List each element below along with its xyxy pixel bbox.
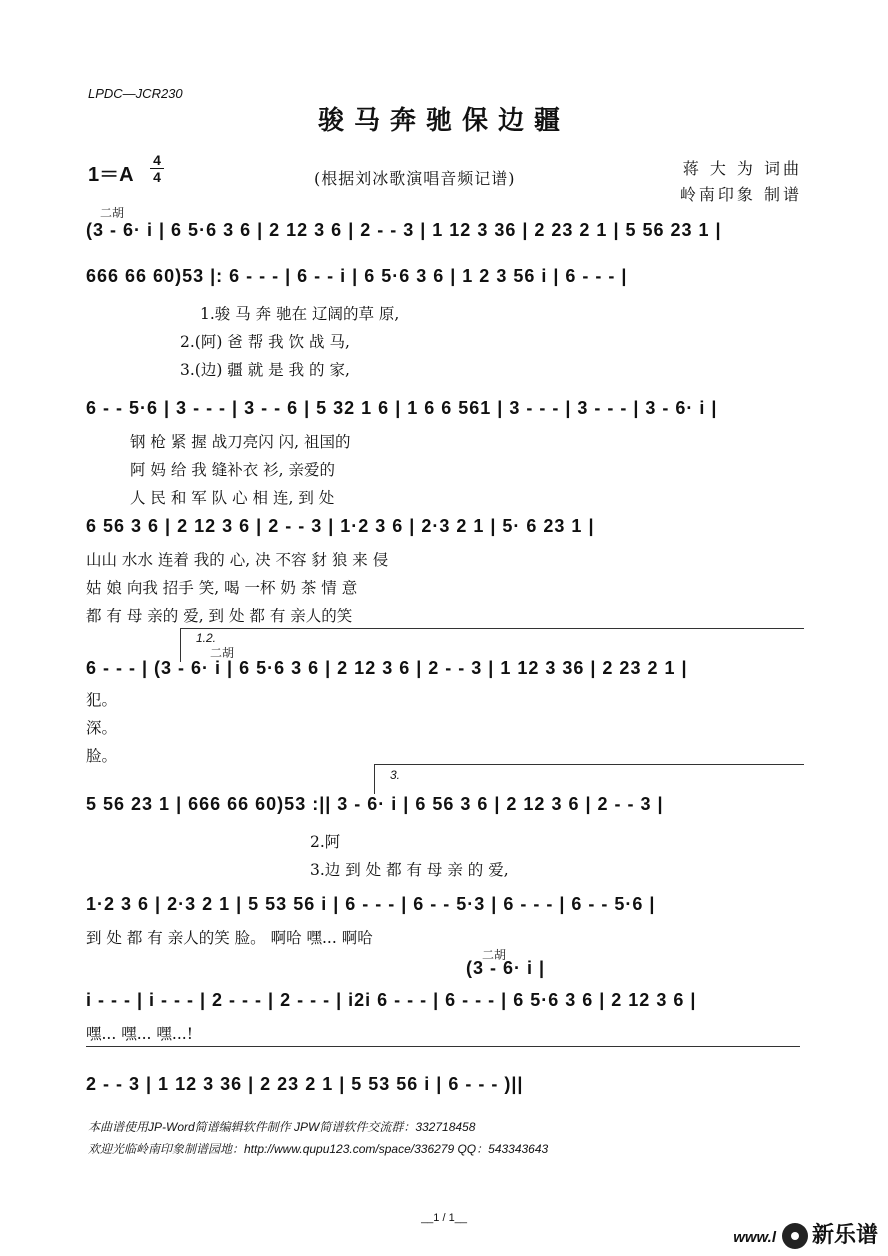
page-number: __1 / 1__ — [421, 1212, 467, 1224]
brand-watermark — [733, 1218, 878, 1249]
lyric-row6-verse2: 2.阿 — [310, 833, 341, 851]
score-row-8: i - - - | i - - - | 2 - - - | 2 - - - | i2i 6 - - - | 6 - - - | 6 5·6 3 6 | 2 12 3 6 | — [86, 990, 697, 1010]
brand-name: 新乐谱 — [811, 1222, 878, 1247]
erhu-label-row1: 二胡 — [100, 206, 125, 220]
score-row-3: 6 - - 5·6 | 3 - - - | 3 - - 6 | 5 32 1 6 | 1 6 6 561 | 3 - - - | 3 - - - | 3 - 6· i | — [86, 398, 718, 418]
score-row-1: (3 - 6· i | 6 5·6 3 6 | 2 12 3 6 | 2 - - 3 | 1 12 3 36 | 2 23 2 1 | 5 56 23 1 | — [86, 220, 722, 240]
score-code: LPDC—JCR230 — [88, 86, 183, 101]
volta-bracket-1-2 — [180, 628, 804, 629]
volta-label-1-2: 1.2. — [196, 631, 217, 645]
key-signature: 1＝A — [88, 164, 134, 186]
brand-url: www.l — [733, 1229, 776, 1246]
score-row-5: 6 - - - | (3 - 6· i | 6 5·6 3 6 | 2 12 3 6 | 2 - - 3 | 1 12 3 36 | 2 23 2 1 | — [86, 658, 688, 678]
score-row-6: 5 56 23 1 | 666 66 60)53 :|| 3 - 6· i | 6 56 3 6 | 2 12 3 6 | 2 - - 3 | — [86, 794, 664, 814]
record-disc-icon — [782, 1223, 808, 1249]
lyric-row4-verse3: 都 有 母 亲的 爱, 到 处 都 有 亲人的笑 — [86, 607, 353, 625]
row9-top-rule — [86, 1046, 800, 1047]
lyric-row3-verse2: 阿 妈 给 我 缝补衣 衫, 亲爱的 — [130, 461, 335, 479]
lyric-row8: 嘿... 嘿... 嘿...! — [86, 1025, 193, 1043]
subtitle: (根据刘冰歌演唱音频记谱) — [314, 169, 516, 188]
volta-bracket-3 — [374, 764, 804, 765]
volta-label-3: 3. — [390, 768, 401, 782]
erhu-aux-line: (3 - 6· i | — [466, 958, 546, 978]
lyric-row6-verse3: 3.边 到 处 都 有 母 亲 的 爱, — [310, 861, 509, 879]
score-row-9: 2 - - 3 | 1 12 3 36 | 2 23 2 1 | 5 53 56 i | 6 - - - )|| — [86, 1074, 524, 1094]
lyric-row3-verse3: 人 民 和 军 队 心 相 连, 到 处 — [130, 489, 335, 507]
score-row-7: 1·2 3 6 | 2·3 2 1 | 5 53 56 i | 6 - - - | 6 - - 5·3 | 6 - - - | 6 - - 5·6 | — [86, 894, 656, 914]
page-title: 骏马奔驰保边疆 — [317, 106, 570, 136]
footer-website-note: 欢迎光临岭南印象制谱园地：http://www.qupu123.com/space/336279 QQ：543343643 — [88, 1142, 549, 1156]
lyric-row4-verse1: 山山 水水 连着 我的 心, 决 不容 豺 狼 来 侵 — [86, 551, 389, 569]
lyric-row4-verse2: 姑 娘 向我 招手 笑, 喝 一杯 奶 茶 情 意 — [86, 579, 358, 597]
footer-software-note: 本曲谱使用JP-Word简谱编辑软件制作 JPW简谱软件交流群：332718458 — [88, 1120, 476, 1134]
lyric-row3-verse1: 钢 枪 紧 握 战刀亮闪 闪, 祖国的 — [130, 433, 351, 451]
score-row-2: 666 66 60)53 |: 6 - - - | 6 - - i | 6 5·6 3 6 | 1 2 3 56 i | 6 - - - | — [86, 266, 628, 286]
lyric-row2-verse3: 3.(边) 疆 就 是 我 的 家, — [180, 361, 350, 379]
arranger-credit: 岭南印象 制谱 — [679, 185, 802, 204]
lyric-row5-verse3: 脸。 — [86, 747, 118, 765]
lyric-row7: 到 处 都 有 亲人的笑 脸。 啊哈 嘿... 啊哈 — [86, 929, 373, 947]
lyric-row2-verse1: 1.骏 马 奔 驰在 辽阔的草 原, — [200, 305, 400, 323]
meter-top: 4 — [153, 152, 161, 168]
score-row-4: 6 56 3 6 | 2 12 3 6 | 2 - - 3 | 1·2 3 6 | 2·3 2 1 | 5· 6 23 1 | — [86, 516, 595, 536]
composer-credit: 蒋 大 为 词曲 — [682, 159, 802, 178]
time-signature — [150, 152, 164, 185]
volta-bracket-1-2-edge — [180, 628, 181, 662]
lyric-row5-verse1: 犯。 — [86, 691, 118, 709]
erhu-label-row5: 二胡 — [210, 646, 235, 660]
lyric-row5-verse2: 深。 — [86, 719, 118, 737]
erhu-label-row8: 二胡 — [482, 948, 507, 962]
lyric-row2-verse2: 2.(阿) 爸 帮 我 饮 战 马, — [180, 333, 350, 351]
meter-bottom: 4 — [153, 169, 161, 185]
volta-bracket-3-edge — [374, 764, 375, 794]
